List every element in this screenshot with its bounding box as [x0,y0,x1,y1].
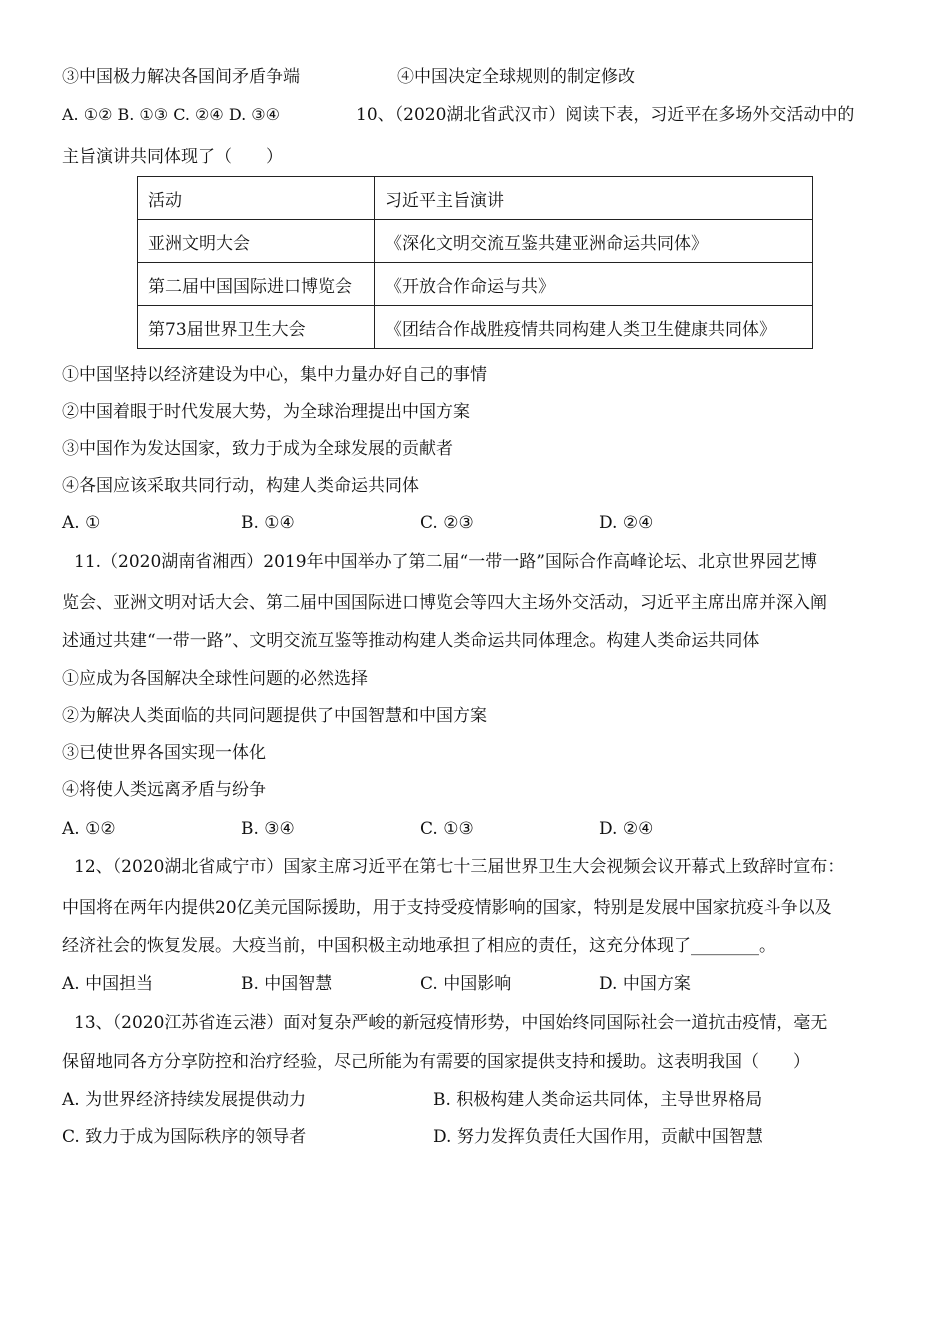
activity-speech-table [137,176,813,349]
q10-option-c: C. ②③ [420,513,474,533]
q11-stem-line3: 述通过共建“一带一路”、文明交流互鉴等推动构建人类命运共同体理念。构建人类命运共同体 [62,631,760,651]
q12-stem-line1: 12、（2020湖北省咸宁市）国家主席习近平在第七十三届世界卫生大会视频会议开幕式上致辞时宣布： [74,857,845,877]
q10-stem-line2: 主旨演讲共同体现了（ ） [62,147,283,167]
q13-stem-line1: 13、（2020江苏省连云港）面对复杂严峻的新冠疫情形势，中国始终同国际社会一道抗击疫情，毫无 [74,1013,828,1033]
q9-option-4: ④中国决定全球规则的制定修改 [397,67,635,87]
table-cell-activity: 第73届世界卫生大会 [138,306,375,349]
q10-statement-4: ④各国应该采取共同行动，构建人类命运共同体 [62,476,419,496]
q10-statement-1: ①中国坚持以经济建设为中心，集中力量办好自己的事情 [62,365,487,385]
q10-option-d: D. ②④ [599,513,654,533]
table-row [138,220,813,263]
q9-option-3: ③中国极力解决各国间矛盾争端 [62,67,300,87]
q13-stem-line2: 保留地同各方分享防控和治疗经验，尽己所能为有需要的国家提供支持和援助。这表明我国（ ） [62,1052,810,1072]
table-row [138,263,813,306]
q10-option-b: B. ①④ [241,513,295,533]
q11-option-d: D. ②④ [599,819,654,839]
table-cell-speech: 《团结合作战胜疫情共同构建人类卫生健康共同体》 [375,306,813,349]
table-header-activity: 活动 [138,177,375,220]
q11-option-a: A. ①② [62,819,116,839]
q13-option-d: D. 努力发挥负责任大国作用，贡献中国智慧 [433,1127,763,1147]
q11-option-b: B. ③④ [241,819,295,839]
q11-statement-1: ①应成为各国解决全球性问题的必然选择 [62,669,368,689]
q10-statement-2: ②中国着眼于时代发展大势，为全球治理提出中国方案 [62,402,470,422]
q13-option-a: A. 为世界经济持续发展提供动力 [62,1090,307,1110]
q11-statement-4: ④将使人类远离矛盾与纷争 [62,780,266,800]
q13-option-c: C. 致力于成为国际秩序的领导者 [62,1127,307,1147]
q10-option-a: A. ① [62,513,101,533]
table-cell-speech: 《深化文明交流互鉴共建亚洲命运共同体》 [375,220,813,263]
q11-statement-2: ②为解决人类面临的共同问题提供了中国智慧和中国方案 [62,706,487,726]
q11-option-c: C. ①③ [420,819,474,839]
table-header-speech: 习近平主旨演讲 [375,177,813,220]
q11-statement-3: ③已使世界各国实现一体化 [62,743,266,763]
table-header-row [138,177,813,220]
table-row [138,306,813,349]
q11-stem-line1: 11.（2020湖南省湘西）2019年中国举办了第二届“一带一路”国际合作高峰论坛、北京世界园艺博 [74,552,817,572]
q10-stem-line1: 10、（2020湖北省武汉市）阅读下表，习近平在多场外交活动中的 [356,105,855,125]
q10-statement-3: ③中国作为发达国家，致力于成为全球发展的贡献者 [62,439,453,459]
table-cell-activity: 亚洲文明大会 [138,220,375,263]
q12-stem-line3: 经济社会的恢复发展。大疫当前，中国积极主动地承担了相应的责任，这充分体现了________。 [62,936,776,956]
q11-stem-line2: 览会、亚洲文明对话大会、第二届中国国际进口博览会等四大主场外交活动，习近平主席出席并深入阐 [62,593,827,613]
table-cell-speech: 《开放合作命运与共》 [375,263,813,306]
q13-option-b: B. 积极构建人类命运共同体，主导世界格局 [433,1090,763,1110]
q12-option-d: D. 中国方案 [599,974,691,994]
q12-option-a: A. 中国担当 [62,974,154,994]
q12-option-b: B. 中国智慧 [241,974,333,994]
q12-option-c: C. 中国影响 [420,974,512,994]
q9-answer-choices: A. ①② B. ①③ C. ②④ D. ③④ [62,105,280,124]
table-cell-activity: 第二届中国国际进口博览会 [138,263,375,306]
q12-stem-line2: 中国将在两年内提供20亿美元国际援助，用于支持受疫情影响的国家，特别是发展中国家抗疫斗争以及 [62,898,832,918]
